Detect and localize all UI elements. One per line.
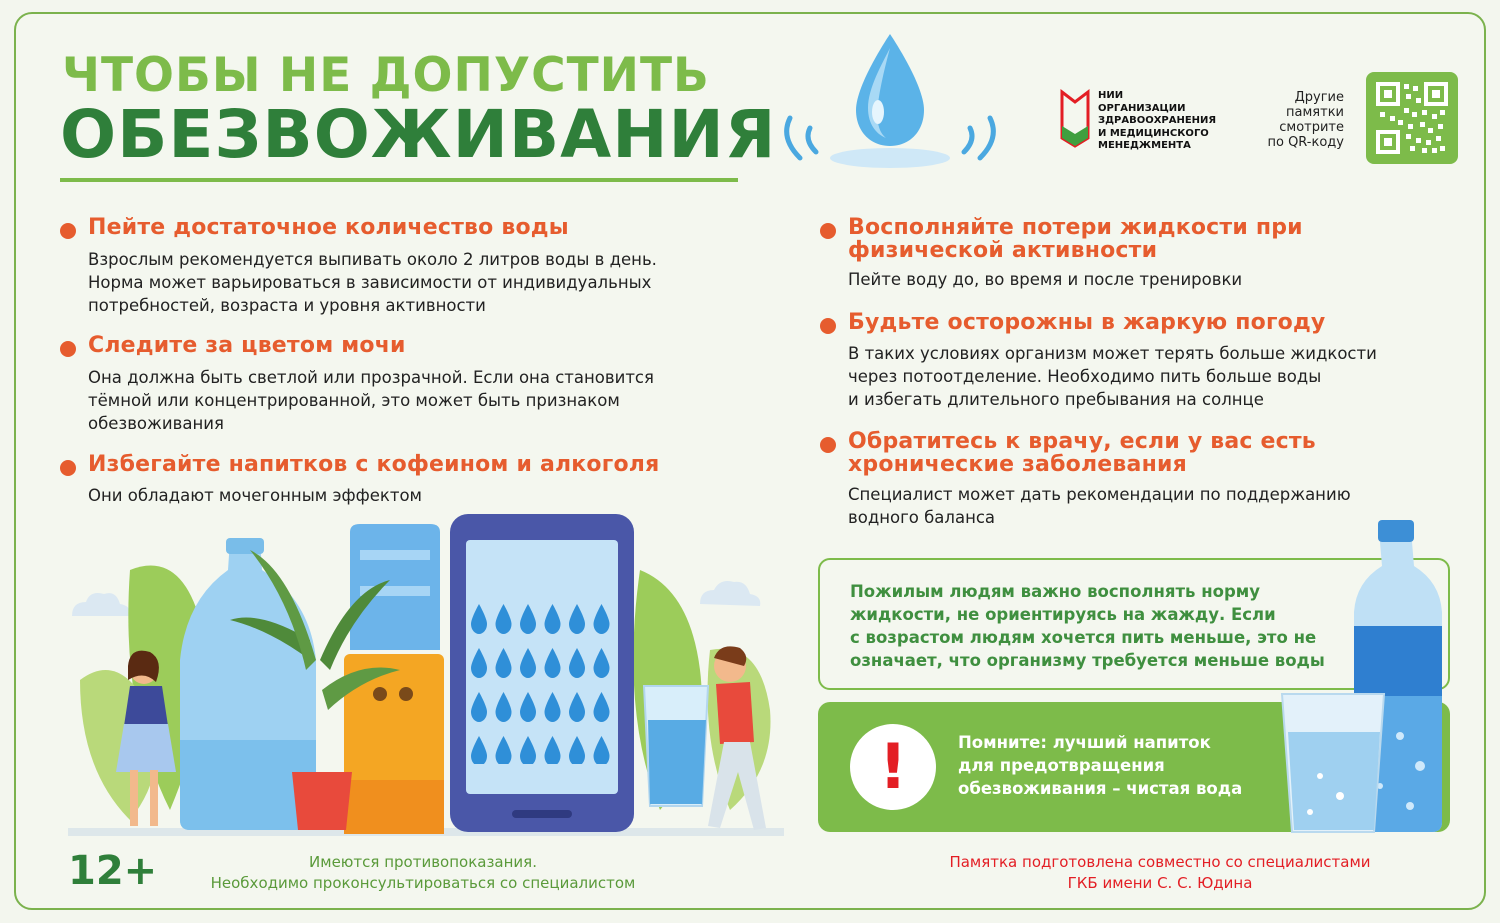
qr-note-line: Другие	[1294, 90, 1344, 105]
remember-line: для предотвращения	[958, 756, 1165, 775]
water-bottle-glass-illustration	[1280, 516, 1460, 836]
water-drop-icon	[471, 604, 487, 634]
elderly-note-text	[850, 580, 1325, 672]
tip-body-line: и избегать длительного пребывания на солнце	[848, 390, 1264, 409]
water-drop-icon	[770, 28, 1010, 178]
tip-body-line: Пейте воду до, во время и после тренировки	[848, 270, 1243, 289]
tip-body-line: Она должна быть светлой или прозрачной. Если она становится	[88, 368, 654, 387]
elderly-note-line: означает, что организму требуется меньше воды	[850, 651, 1325, 670]
water-drop-icon	[520, 648, 536, 678]
phone-water-drops	[466, 594, 618, 764]
tip-body-line: обезвоживания	[88, 414, 224, 433]
bullet-dot-icon	[60, 341, 76, 357]
water-drop-icon	[569, 692, 585, 722]
tip-body-line: Специалист может дать рекомендации по поддержанию	[848, 485, 1351, 504]
org-line: МЕНЕДЖМЕНТА	[1098, 140, 1191, 151]
water-drop-icon	[471, 692, 487, 722]
water-drop-icon	[545, 604, 561, 634]
tip-body-line: Взрослым рекомендуется выпивать около 2 литров воды в день.	[88, 250, 657, 269]
tip-body-line: потребностей, возраста и уровня активности	[88, 296, 486, 315]
tip-body-line: тёмной или концентрированной, это может быть признаком	[88, 391, 620, 410]
title-line-1: ЧТОБЫ НЕ ДОПУСТИТЬ	[62, 48, 710, 103]
remember-line: Помните: лучший напиток	[958, 733, 1211, 752]
prepared-line: ГКБ имени С. С. Юдина	[1067, 874, 1253, 892]
tip-heading-line: Обратитесь к врачу, если у вас есть	[848, 429, 1316, 454]
qr-note-line: памятки	[1286, 105, 1344, 120]
tip-body	[88, 484, 422, 507]
tip-heading	[848, 430, 1316, 476]
tip-heading-line: физической активности	[848, 238, 1158, 263]
exclamation-mark: !	[878, 730, 908, 803]
tip-heading: Пейте достаточное количество воды	[88, 215, 569, 240]
prepared-by-note	[900, 852, 1420, 894]
contraindications-line: Имеются противопоказания.	[309, 853, 537, 871]
bullet-dot-icon	[820, 223, 836, 239]
tip-heading-line: хронические заболевания	[848, 452, 1187, 477]
tip-body	[848, 342, 1377, 411]
water-drop-icon	[496, 604, 512, 634]
bullet-dot-icon	[820, 318, 836, 334]
water-drop-icon	[594, 648, 610, 678]
tip-body-line: Норма может варьироваться в зависимости от индивидуальных	[88, 273, 652, 292]
tip-heading: Избегайте напитков с кофеином и алкоголя	[88, 452, 660, 477]
water-drop-icon	[520, 604, 536, 634]
prepared-line: Памятка подготовлена совместно со специалистами	[949, 853, 1371, 871]
organization-logo-icon	[1060, 88, 1090, 150]
org-line: НИИ	[1098, 90, 1124, 101]
contraindications-note	[150, 852, 696, 894]
water-drop-icon	[471, 736, 487, 764]
water-drop-icon	[594, 736, 610, 764]
tip-heading: Следите за цветом мочи	[88, 333, 406, 358]
organization-name	[1098, 90, 1218, 153]
qr-note-line: по QR-коду	[1267, 135, 1344, 150]
tip-body-line: водного баланса	[848, 508, 996, 527]
elderly-note-line: с возрастом людям хочется пить меньше, это не	[850, 628, 1317, 647]
contraindications-line: Необходимо проконсультироваться со специалистом	[210, 874, 636, 892]
warning-icon	[850, 724, 936, 810]
org-line: И МЕДИЦИНСКОГО	[1098, 127, 1209, 139]
bullet-dot-icon	[60, 223, 76, 239]
org-line: ОРГАНИЗАЦИИ	[1098, 102, 1186, 114]
tip-body-line: В таких условиях организм может терять больше жидкости	[848, 344, 1377, 363]
water-drop-icon	[569, 604, 585, 634]
water-drop-icon	[520, 692, 536, 722]
water-drop-icon	[594, 692, 610, 722]
water-drop-icon	[545, 692, 561, 722]
tip-body-line: Они обладают мочегонным эффектом	[88, 486, 422, 505]
elderly-note-line: жидкости, не ориентируясь на жажду. Если	[850, 605, 1276, 624]
age-rating: 12+	[68, 848, 158, 894]
remember-text	[958, 731, 1242, 800]
water-drop-icon	[496, 736, 512, 764]
bullet-dot-icon	[60, 460, 76, 476]
water-drop-icon	[545, 736, 561, 764]
bullet-dot-icon	[820, 437, 836, 453]
water-drop-icon	[496, 648, 512, 678]
water-drop-icon	[520, 736, 536, 764]
tip-heading-line: Восполняйте потери жидкости при	[848, 215, 1303, 240]
water-drop-icon	[569, 648, 585, 678]
water-drop-icon	[496, 692, 512, 722]
water-drop-icon	[594, 604, 610, 634]
water-drop-icon	[545, 648, 561, 678]
tip-heading: Будьте осторожны в жаркую погоду	[848, 310, 1326, 335]
water-drop-icon	[471, 648, 487, 678]
remember-line: обезвоживания – чистая вода	[958, 779, 1243, 798]
qr-note-line: смотрите	[1279, 120, 1344, 135]
qr-code[interactable]	[1366, 72, 1458, 164]
tip-heading	[848, 216, 1303, 262]
title-underline	[60, 178, 738, 182]
water-drop-icon	[569, 736, 585, 764]
tip-body	[88, 248, 657, 317]
elderly-note-line: Пожилым людям важно восполнять норму	[850, 582, 1261, 601]
tip-body	[848, 268, 1242, 291]
org-line: ЗДРАВООХРАНЕНИЯ	[1098, 115, 1217, 126]
qr-note	[1240, 90, 1344, 150]
qr-code-icon	[1366, 72, 1458, 164]
tip-body	[848, 483, 1351, 529]
hydration-scene-illustration	[60, 510, 790, 840]
tip-body	[88, 366, 654, 435]
title-line-2: ОБЕЗВОЖИВАНИЯ	[60, 96, 777, 173]
organization-block	[1060, 88, 1218, 153]
tip-body-line: через потоотделение. Необходимо пить больше воды	[848, 367, 1322, 386]
